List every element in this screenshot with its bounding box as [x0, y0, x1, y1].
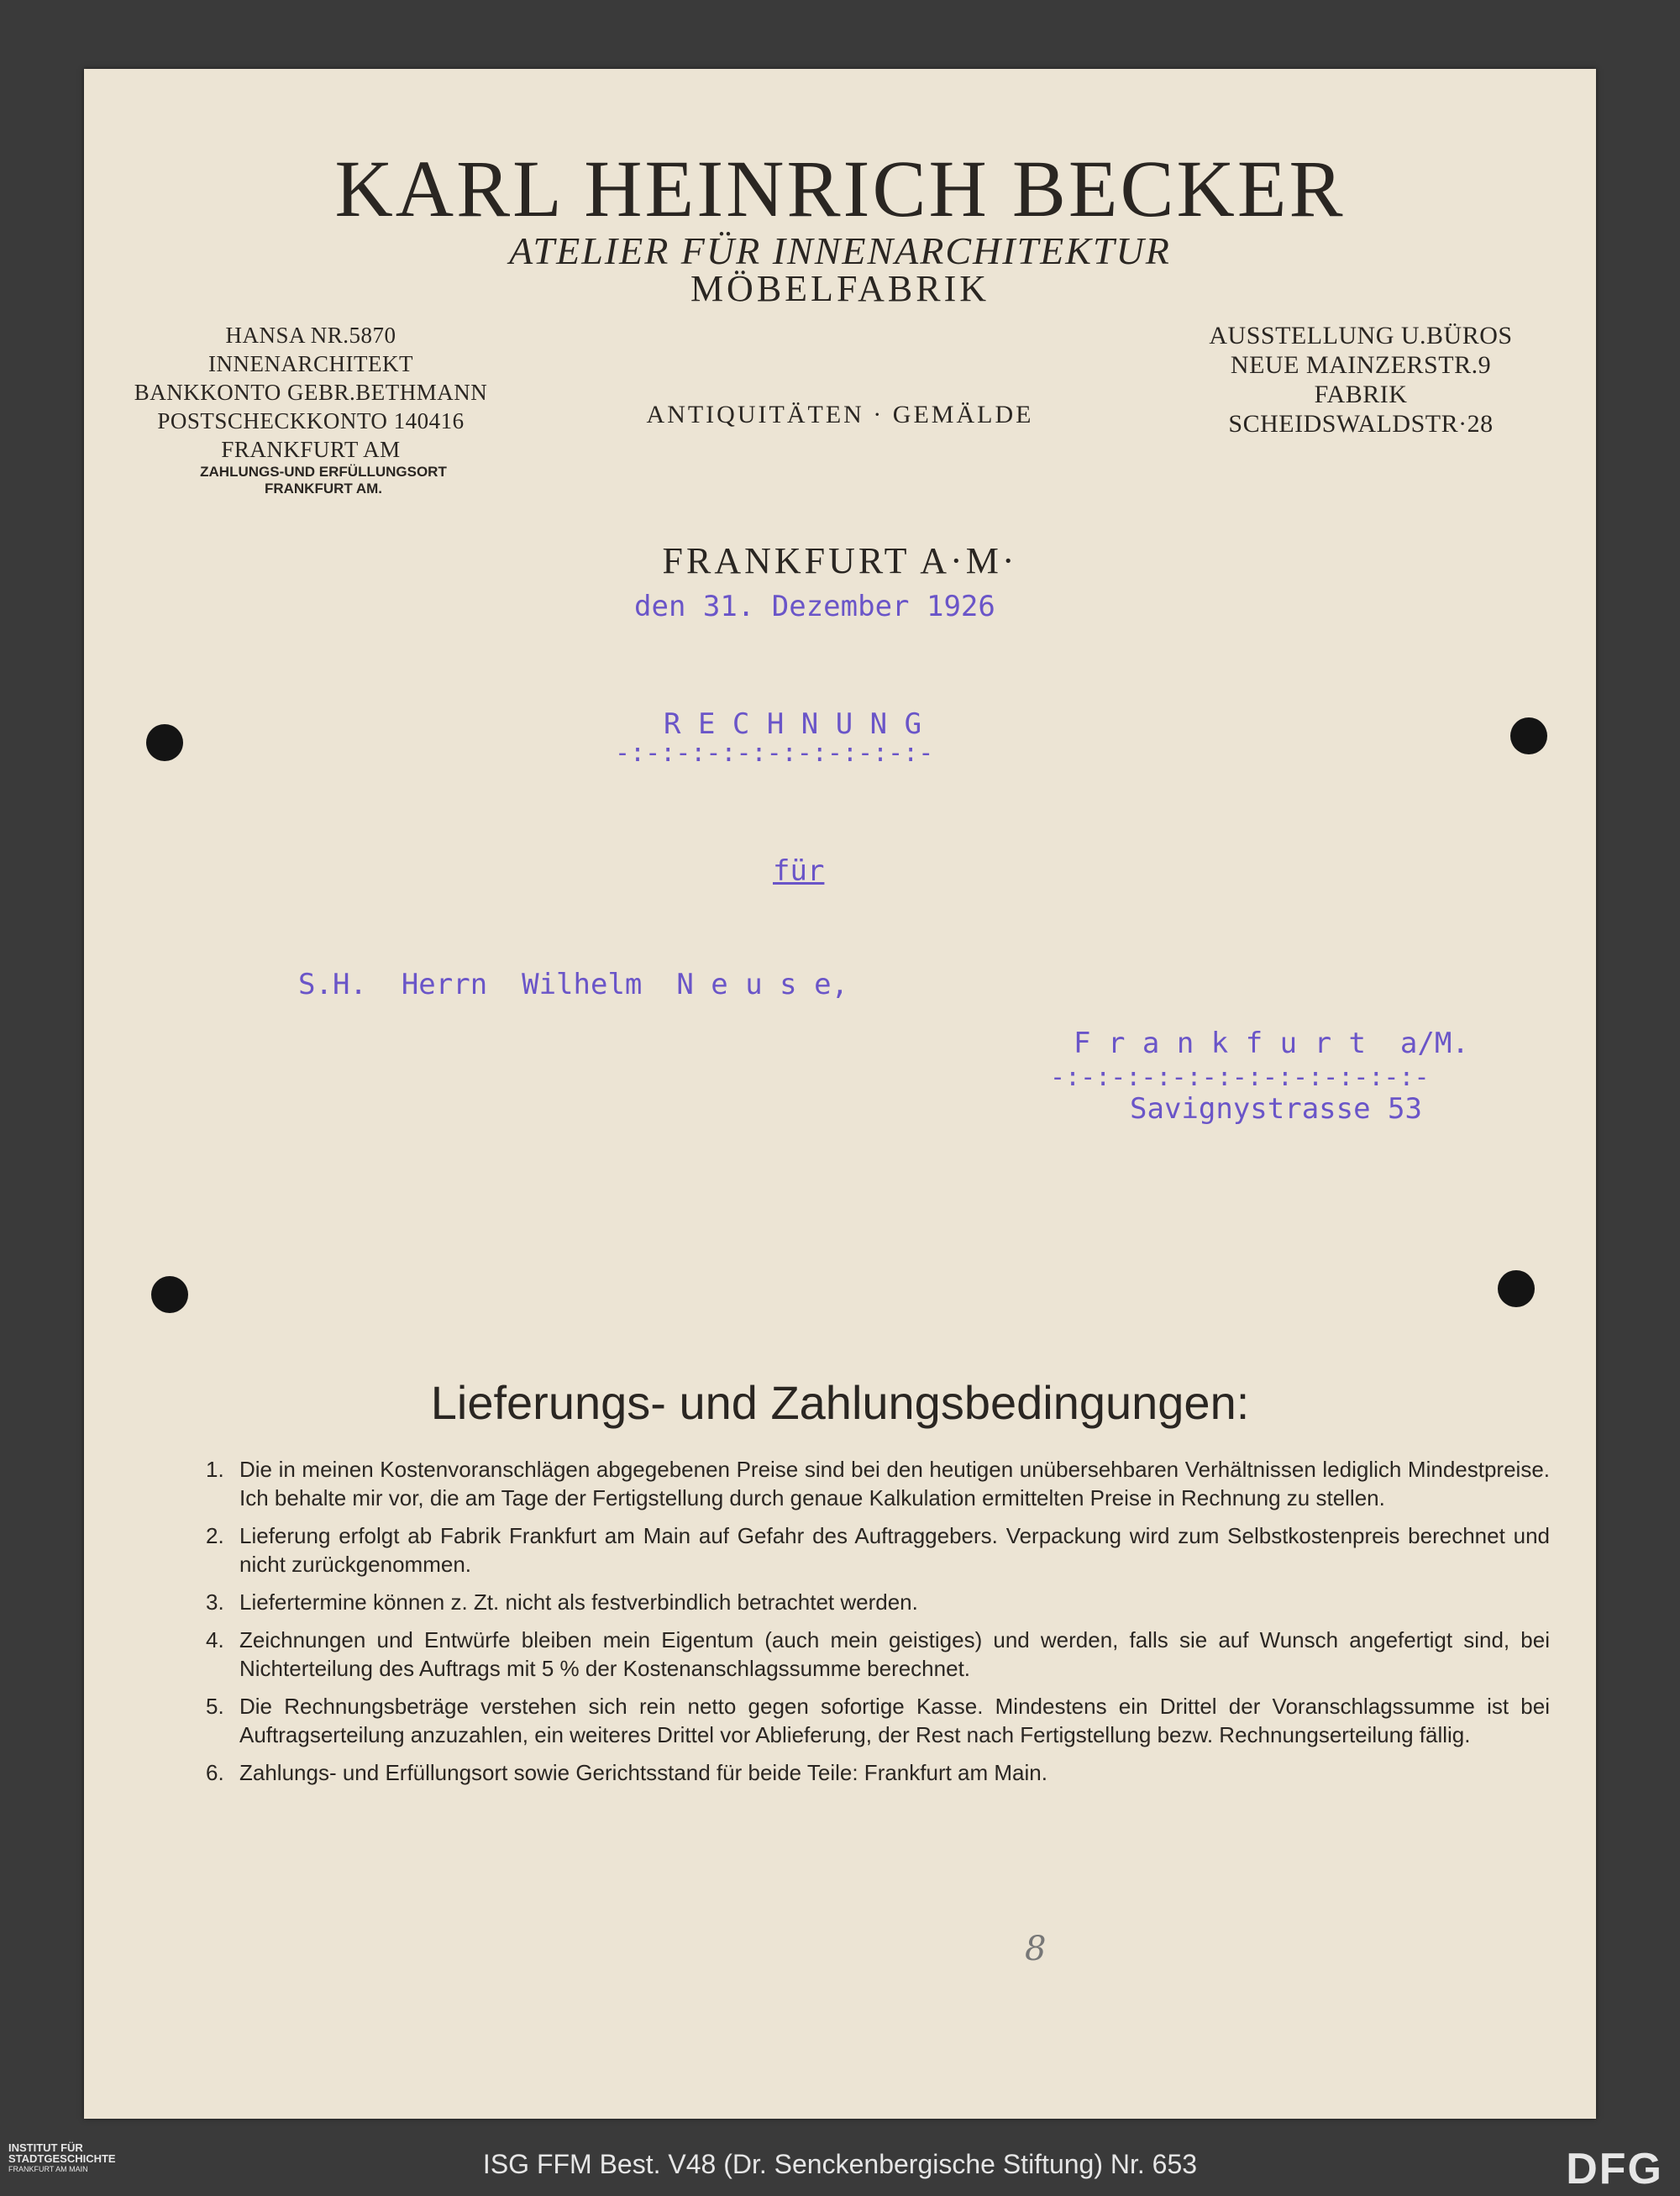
services-line: ANTIQUITÄTEN · GEMÄLDE: [646, 401, 1034, 428]
institute-name-line: STADTGESCHICHTE: [8, 2152, 116, 2165]
punch-hole: [1510, 717, 1547, 754]
dfg-logo: DFG: [1566, 2145, 1663, 2193]
firm-subtitle: ATELIER FÜR INNENARCHITEKTUR: [509, 229, 1171, 272]
condition-text: Zeichnungen und Entwürfe bleiben mein Eigentum (auch mein geistiges) und werden, falls sie auf Wunsch angefertigt sind, bei Nichterteilung des Auftrags mit 5 % der Kostenanschlagssumme berechnet.: [239, 1627, 1550, 1681]
payment-place-line: FRANKFURT AM.: [264, 481, 383, 496]
condition-number: 4.: [206, 1627, 224, 1652]
letterhead-left-block: [130, 321, 491, 464]
recipient-city-rule: -:-:-:-:-:-:-:-:-:-:-:-:-: [1050, 1063, 1430, 1092]
punch-hole: [146, 724, 183, 761]
condition-number: 5.: [206, 1694, 224, 1719]
punch-hole: [151, 1276, 188, 1313]
condition-item: [206, 1626, 1550, 1683]
condition-text: Die Rechnungsbeträge verstehen sich rein netto gegen sofortige Kasse. Mindestens ein Drittel der Voranschlagssumme ist bei Auftragserteilung anzuzahlen, ein weiteres Drittel vor Ablieferung, der Rest nach Fertigstellung bezw. Rechnungserteilung fällig.: [239, 1694, 1550, 1747]
letterhead-right-line: NEUE MAINZERSTR.9: [1230, 351, 1492, 379]
invoice-heading: R E C H N U N G: [664, 707, 922, 741]
recipient-name: S.H. Herrn Wilhelm N e u s e,: [298, 968, 849, 1001]
condition-text: Lieferung erfolgt ab Fabrik Frankfurt am Main auf Gefahr des Auftraggebers. Verpackung wird zum Selbstkostenpreis berechnet und nicht zurückgenommen.: [239, 1523, 1550, 1577]
invoice-heading-rule: -:-:-:-:-:-:-:-:-:-:-: [615, 738, 934, 768]
archive-caption: ISG FFM Best. V48 (Dr. Senckenbergische Stiftung) Nr. 653: [482, 2149, 1198, 2179]
institute-name-line: INSTITUT FÜR: [8, 2141, 83, 2154]
pencil-page-number: 8: [1025, 1930, 1047, 1968]
payment-place-line: ZAHLUNGS-UND ERFÜLLUNGSORT: [200, 464, 447, 480]
letterhead-right-line: SCHEIDSWALDSTR·28: [1228, 410, 1494, 438]
condition-item: [206, 1455, 1550, 1512]
punch-hole: [1498, 1270, 1535, 1307]
conditions-list: [206, 1455, 1550, 1796]
firm-name: KARL HEINRICH BECKER: [334, 144, 1346, 234]
condition-text: Zahlungs- und Erfüllungsort sowie Gerichtsstand für beide Teile: Frankfurt am Main.: [239, 1760, 1047, 1785]
condition-text: Die in meinen Kostenvoranschlägen abgegebenen Preise sind bei den heutigen unübersehbaren Verhältnissen lediglich Mindestpreise. Ich behalte mir vor, die am Tage der Fertigstellung durch genaue Kalkulation ermittelten Preise in Rechnung zu stellen.: [239, 1457, 1550, 1510]
condition-number: 1.: [206, 1457, 224, 1482]
letterhead-left-line: HANSA NR.5870: [225, 323, 396, 348]
letterhead-right-block: [1184, 321, 1537, 439]
condition-item: [206, 1692, 1550, 1749]
condition-text: Liefertermine können z. Zt. nicht als festverbindlich betrachtet werden.: [239, 1589, 918, 1615]
recipient-street: Savignystrasse 53: [1130, 1092, 1422, 1126]
firm-subtitle-2: MÖBELFABRIK: [690, 268, 990, 309]
payment-place-note: [147, 464, 500, 497]
institute-city-line: FRANKFURT AM MAIN: [8, 2165, 88, 2173]
condition-number: 2.: [206, 1523, 224, 1548]
letterhead-left-line: BANKKONTO GEBR.BETHMANN: [134, 380, 488, 405]
letterhead-left-line: POSTSCHECKKONTO 140416: [157, 408, 465, 433]
condition-item: [206, 1588, 1550, 1616]
condition-number: 6.: [206, 1760, 224, 1785]
for-label: für: [773, 854, 825, 888]
letterhead-right-line: AUSSTELLUNG U.BÜROS: [1209, 322, 1513, 349]
letter-sheet: [84, 69, 1596, 2119]
conditions-title: Lieferungs- und Zahlungsbedingungen:: [430, 1376, 1250, 1429]
invoice-date: den 31. Dezember 1926: [634, 590, 995, 623]
letterhead-left-line: INNENARCHITEKT: [208, 351, 413, 376]
recipient-city: F r a n k f u r t a/M.: [1074, 1027, 1469, 1060]
condition-item: [206, 1521, 1550, 1579]
letter-place: FRANKFURT A·M·: [662, 540, 1018, 581]
condition-number: 3.: [206, 1589, 224, 1615]
letterhead-right-line: FABRIK: [1314, 381, 1408, 408]
condition-item: [206, 1758, 1550, 1787]
letterhead-left-line: FRANKFURT AM: [221, 437, 401, 462]
archive-footer: [0, 2134, 1680, 2196]
